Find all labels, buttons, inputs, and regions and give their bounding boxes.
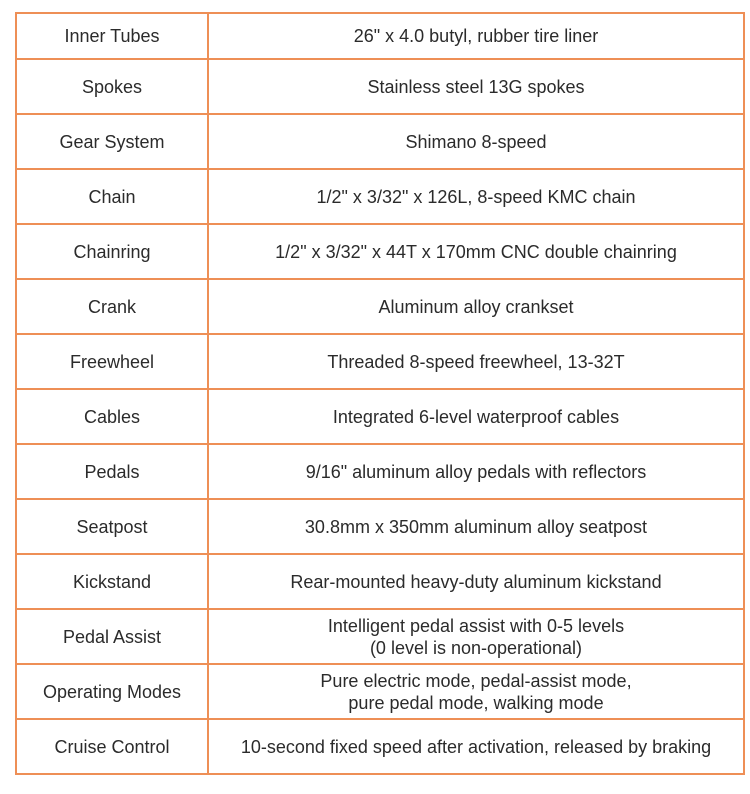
spec-value-line: Intelligent pedal assist with 0-5 levels: [327, 615, 625, 636]
spec-value-line: Integrated 6-level waterproof cables: [332, 406, 620, 427]
spec-value-line: Shimano 8-speed: [405, 131, 547, 152]
spec-label: Spokes: [16, 59, 208, 114]
spec-value-line: Rear-mounted heavy-duty aluminum kickstand: [290, 571, 662, 592]
spec-value: [208, 224, 744, 279]
spec-row: [16, 334, 744, 389]
spec-label: Chain: [16, 169, 208, 224]
spec-value: [208, 389, 744, 444]
spec-label: Crank: [16, 279, 208, 334]
spec-row: [16, 719, 744, 774]
spec-value: [208, 114, 744, 169]
spec-value: [208, 169, 744, 224]
spec-label: Gear System: [16, 114, 208, 169]
spec-value: [208, 279, 744, 334]
spec-label: Seatpost: [16, 499, 208, 554]
spec-row: [16, 169, 744, 224]
spec-value-line: 26" x 4.0 butyl, rubber tire liner: [353, 26, 599, 46]
spec-value-line: 1/2" x 3/32" x 126L, 8-speed KMC chain: [316, 186, 636, 207]
spec-value-line: Threaded 8-speed freewheel, 13-32T: [327, 351, 625, 372]
spec-label: Cruise Control: [16, 719, 208, 774]
spec-table-body: [16, 13, 744, 774]
spec-value-line: Aluminum alloy crankset: [378, 296, 574, 317]
spec-value-line: (0 level is non-operational): [369, 637, 583, 658]
spec-table: [15, 12, 745, 775]
spec-row: [16, 59, 744, 114]
spec-value-line: 9/16" aluminum alloy pedals with reflectors: [305, 461, 647, 482]
spec-value: [208, 499, 744, 554]
spec-value: [208, 334, 744, 389]
spec-value-line: 30.8mm x 350mm aluminum alloy seatpost: [304, 516, 648, 537]
spec-row: [16, 13, 744, 59]
spec-value: [208, 609, 744, 664]
spec-row: [16, 554, 744, 609]
spec-value: [208, 444, 744, 499]
spec-value: [208, 13, 744, 59]
spec-row: [16, 664, 744, 719]
spec-row: [16, 609, 744, 664]
spec-row: [16, 499, 744, 554]
spec-label: Inner Tubes: [16, 13, 208, 59]
spec-label: Cables: [16, 389, 208, 444]
spec-label: Freewheel: [16, 334, 208, 389]
spec-label: Chainring: [16, 224, 208, 279]
spec-value-line: 10-second fixed speed after activation, released by braking: [240, 736, 712, 757]
spec-row: [16, 114, 744, 169]
spec-value-line: Stainless steel 13G spokes: [367, 76, 585, 97]
spec-row: [16, 389, 744, 444]
spec-value-line: Pure electric mode, pedal-assist mode,: [320, 670, 632, 691]
spec-label: Pedals: [16, 444, 208, 499]
spec-value: [208, 59, 744, 114]
spec-label: Pedal Assist: [16, 609, 208, 664]
spec-value: [208, 554, 744, 609]
spec-value: [208, 719, 744, 774]
spec-label: Operating Modes: [16, 664, 208, 719]
spec-row: [16, 444, 744, 499]
spec-row: [16, 279, 744, 334]
spec-label: Kickstand: [16, 554, 208, 609]
spec-value-line: 1/2" x 3/32" x 44T x 170mm CNC double chainring: [275, 241, 677, 262]
spec-value: [208, 664, 744, 719]
spec-value-line: pure pedal mode, walking mode: [348, 692, 604, 713]
spec-row: [16, 224, 744, 279]
